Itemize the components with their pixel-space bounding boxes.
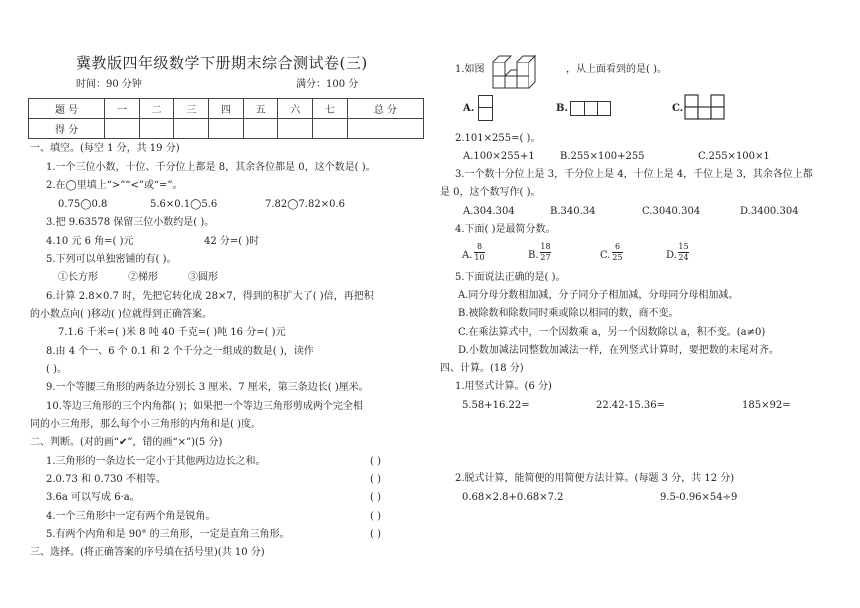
question-text: 8.由 4 个一、6 个 0.1 和 2 个千分之一组成的数是( )，读作 [46, 346, 314, 357]
fraction-b [540, 242, 551, 262]
option-text: C.255×100×1 [698, 151, 770, 162]
option-text: D.小数加减法同整数加减法一样，在列竖式计算时，要把数的末尾对齐。 [458, 345, 779, 356]
numerator: 15 [678, 242, 689, 251]
question-text: 5.下面说法正确的是( )。 [455, 272, 566, 283]
table-cell: 题 号 [29, 99, 105, 119]
numerator: 18 [540, 242, 551, 251]
question-text: 的小数点向( )移动( )位就得到正确答案。 [30, 309, 212, 320]
option-text: A.304.304 [463, 206, 515, 217]
question-text: 1.一个三位小数，十位、千分位上都是 8，其余各位都是 0，这个数是( )。 [46, 162, 376, 173]
question-text: 7.1.6 千米=( )米 8 吨 40 千克=( )吨 16 分=( )元 [58, 327, 286, 338]
answer-blank[interactable]: ( ) [370, 492, 381, 503]
time-limit: 时间：90 分钟 [76, 79, 142, 90]
option-label: B. [528, 250, 539, 261]
option-text: B.被除数和除数同时乘或除以相同的数，商不变。 [458, 308, 679, 319]
option-text: A.同分母分数相加减，分子同分子相加减，分母同分母相加减。 [458, 290, 739, 301]
score-cell[interactable] [174, 119, 209, 139]
table-cell: 二 [139, 99, 174, 119]
question-text: 4.下面( )是最简分数。 [455, 224, 556, 235]
judge-item: 2.0.73 和 0.730 不相等。 [46, 474, 166, 485]
calc-item: 9.5-0.96×54÷9 [660, 492, 738, 503]
score-cell[interactable] [347, 119, 423, 139]
cube-figure [490, 52, 542, 90]
shape-option-a [478, 95, 493, 121]
table-cell: 六 [278, 99, 313, 119]
option-text: B.255×100+255 [560, 151, 645, 162]
shape-option-b [570, 101, 611, 116]
option-text: B.340.34 [550, 206, 596, 217]
answer-blank[interactable]: ( ) [370, 511, 381, 522]
question-text: 42 分=( )时 [204, 236, 260, 247]
question-text: 是 0，这个数写作( )。 [440, 187, 541, 198]
question-text: ，从上面看到的是( )。 [566, 64, 667, 75]
table-cell: 七 [313, 99, 348, 119]
score-cell[interactable] [105, 119, 140, 139]
question-text: 1.如图 [455, 64, 485, 75]
table-cell: 得 分 [29, 119, 105, 139]
denominator: 25 [612, 253, 623, 262]
score-cell[interactable] [313, 119, 348, 139]
fraction-a [474, 242, 485, 262]
numerator: 8 [476, 242, 483, 251]
option-label: B. [556, 103, 568, 114]
option-text: C.3040.304 [642, 206, 701, 217]
question-text: 3.一个数十分位上是 3，千分位上是 4，十位上是 4，千位上是 3，其余各位上都 [455, 169, 813, 180]
answer-blank[interactable]: ( ) [370, 474, 381, 485]
section-1-heading: 一、填空。(每空 1 分，共 19 分) [30, 143, 180, 154]
fraction-d [678, 242, 689, 262]
page-title: 冀教版四年级数学下册期末综合测试卷(三) [76, 54, 368, 72]
option-label: C. [600, 250, 611, 261]
numerator: 6 [614, 242, 621, 251]
full-score: 满分：100 分 [296, 79, 359, 90]
score-cell[interactable] [243, 119, 278, 139]
option-label: D. [666, 250, 677, 261]
question-text: 3.把 9.63578 保留三位小数约是( )。 [46, 217, 215, 228]
option-label: A. [462, 250, 473, 261]
option-text: ①长方形 [58, 272, 98, 283]
question-text: ( )。 [46, 364, 67, 375]
table-cell: 五 [243, 99, 278, 119]
question-text: 5.6×0.1◯5.6 [150, 199, 218, 210]
question-text: 2.101×255=( )。 [455, 133, 541, 144]
question-text: 9.一个等腰三角形的两条边分别长 3 厘米、7 厘米，第三条边长( )厘米。 [46, 382, 369, 393]
shape-option-c [684, 94, 726, 120]
question-text: 2.在◯里填上“>”“<”或“=”。 [46, 180, 183, 191]
section-2-heading: 二、判断。(对的画“✔”，错的画“×”)(5 分) [30, 437, 223, 448]
option-text: ②梯形 [128, 272, 158, 283]
score-cell[interactable] [278, 119, 313, 139]
answer-blank[interactable]: ( ) [370, 456, 381, 467]
judge-item: 4.一个三角形中一定有两个角是锐角。 [46, 511, 216, 522]
option-text: D.3400.304 [740, 206, 799, 217]
denominator: 10 [474, 253, 485, 262]
option-text: C.在乘法算式中，一个因数乘 a，另一个因数除以 a，积不变。(a≠0) [458, 327, 766, 338]
section-4-heading: 四、计算。(18 分) [440, 363, 524, 374]
section-3-heading: 三、选择。(将正确答案的序号填在括号里)(共 10 分) [30, 547, 265, 558]
question-text: 5.下列可以单独密铺的有( )。 [46, 254, 177, 265]
score-cell[interactable] [209, 119, 244, 139]
judge-item: 1.三角形的一条边长一定小于其他两边边长之和。 [46, 456, 266, 467]
question-text: 同的小三角形，那么每个小三角形的内角和是( )度。 [30, 419, 261, 430]
table-cell: 总 分 [347, 99, 423, 119]
question-text: 2.脱式计算，能简便的用简便方法计算。(每题 3 分，共 12 分) [455, 473, 735, 484]
calc-item: 0.68×2.8+0.68×7.2 [462, 492, 564, 503]
option-label: A. [463, 103, 475, 114]
table-cell: 四 [209, 99, 244, 119]
table-cell: 一 [105, 99, 140, 119]
score-table-score-row [29, 119, 424, 139]
question-text: 7.82◯7.82×0.6 [265, 199, 346, 210]
score-table-header-row [29, 99, 424, 119]
option-text: ③圆形 [188, 272, 218, 283]
fraction-c [612, 242, 623, 262]
answer-blank[interactable]: ( ) [370, 529, 381, 540]
judge-item: 5.有两个内角和是 90° 的三角形，一定是直角三角形。 [46, 529, 290, 540]
question-text: 0.75◯0.8 [58, 199, 108, 210]
calc-item: 5.58+16.22= [462, 400, 530, 411]
score-table [28, 98, 424, 139]
option-text: A.100×255+1 [463, 151, 535, 162]
table-cell: 三 [174, 99, 209, 119]
score-cell[interactable] [139, 119, 174, 139]
denominator: 27 [540, 253, 551, 262]
denominator: 24 [678, 253, 689, 262]
option-label: C. [672, 103, 684, 114]
question-text: 10.等边三角形的三个内角都( )；如果把一个等边三角形剪成两个完全相 [46, 401, 363, 412]
question-text: 6.计算 2.8×0.7 时，先把它转化成 28×7，得到的积扩大了( )倍，再把积 [46, 291, 374, 302]
question-text: 1.用竖式计算。(6 分) [455, 381, 552, 392]
calc-item: 185×92= [742, 400, 791, 411]
calc-item: 22.42-15.36= [596, 400, 666, 411]
question-text: 4.10 元 6 角=( )元 [46, 236, 134, 247]
judge-item: 3.6a 可以写成 6·a。 [46, 492, 140, 503]
